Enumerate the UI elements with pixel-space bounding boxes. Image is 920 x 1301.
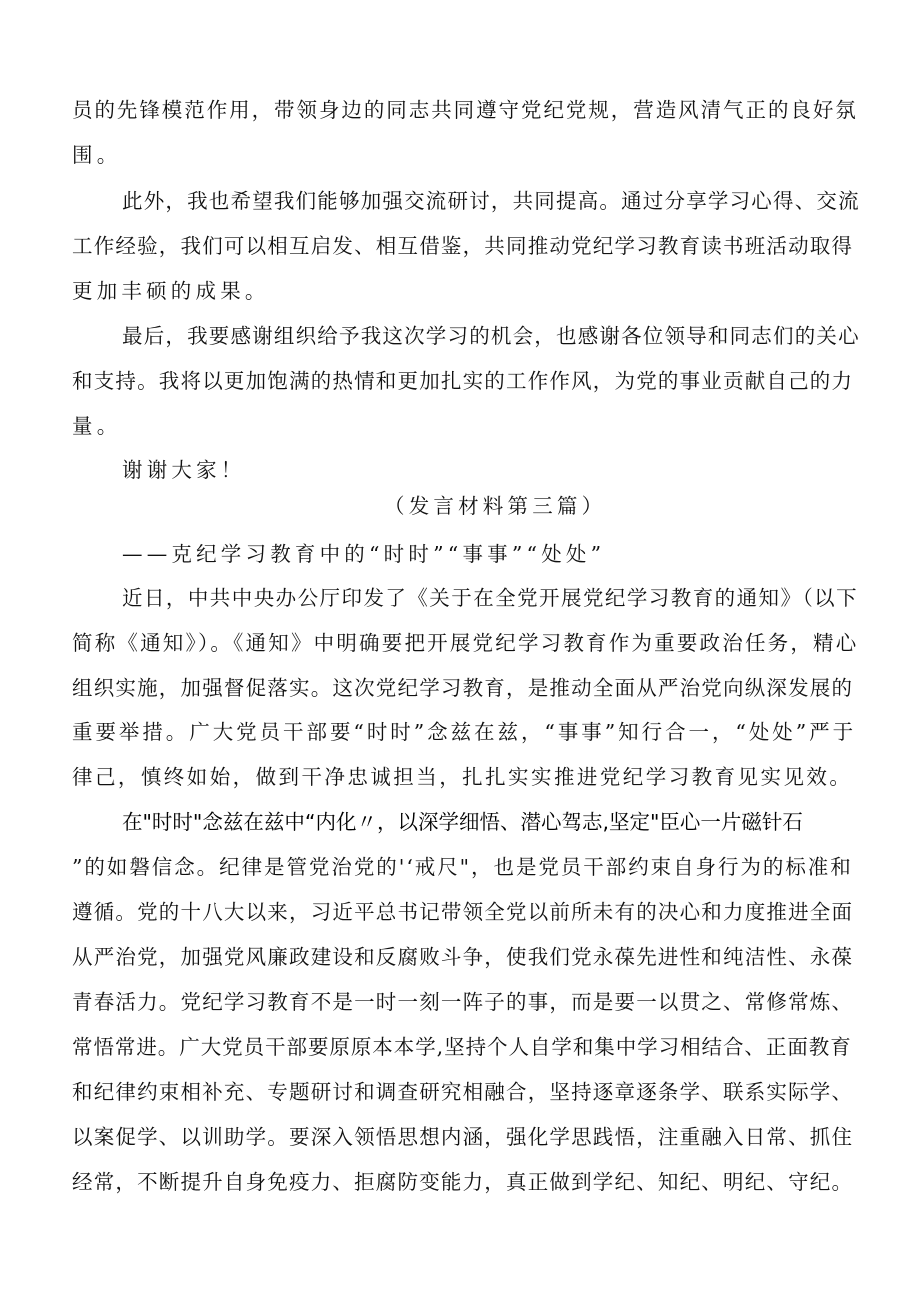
text-line: 此外，我也希望我们能够加强交流研讨，共同提高。通过分享学习心得、交流	[122, 189, 860, 213]
text-line: 工作经验，我们可以相互启发、相互借鉴，共同推动党纪学习教育读书班活动取得	[72, 234, 854, 258]
text-line: 律己，慎终如始，做到干净忠诚担当，扎扎实实推进党纪学习教育见实见效。	[72, 765, 853, 789]
text-line: 更加丰硕的成果。	[72, 279, 270, 303]
text-line: 遵循。党的十八大以来，习近平总书记带领全党以前所未有的决心和力度推进全面	[72, 900, 854, 924]
text-line: 重要举措。广大党员干部要“时时”念兹在兹，“事事”知行合一，“处处”严于	[72, 720, 857, 744]
text-line: 组织实施，加强督促落实。这次党纪学习教育，是推动全面从严治党向纵深发展的	[72, 676, 854, 700]
text-line: 常悟常进。广大党员干部要原原本本学,坚持个人自学和集中学习相结合、正面教育	[72, 1035, 852, 1059]
text-line: 经常，不断提升自身免疫力、拒腐防变能力，真正做到学纪、知纪、明纪、守纪。	[72, 1170, 854, 1194]
paragraph-heading: 在"时时"念兹在兹中“内化〃，以深学细悟、潜心驾志,坚定"臣心一片磁针石	[122, 810, 803, 834]
text-line: ”的如磐信念。纪律是管党治党的'‘戒尺"，也是党员干部约束自身行为的标准和	[72, 855, 853, 879]
text-line: 青春活力。党纪学习教育不是一时一刻一阵子的事，而是要一以贯之、常修常炼、	[72, 990, 854, 1014]
text-line: 从严治党，加强党风廉政建设和反腐败斗争，使我们党永葆先进性和纯洁性、永葆	[72, 945, 854, 969]
closing-line: 谢谢大家！	[122, 458, 246, 482]
section-title: （发言材料第三篇）	[384, 494, 607, 518]
text-line: 员的先锋模范作用，带领身边的同志共同遵守党纪党规，营造风清气正的良好氛	[72, 98, 858, 122]
text-line: 和纪律约束相补充、专题研讨和调查研究相融合，坚持逐章逐条学、联系实际学、	[72, 1080, 854, 1104]
text-line: 以案促学、以训助学。要深入领悟思想内涵，强化学思践悟，注重融入日常、抓住	[72, 1125, 854, 1149]
text-line: 量。	[72, 414, 122, 438]
subtitle: ——克纪学习教育中的“时时”“事事”“处处”	[122, 542, 606, 566]
text-line: 围。	[72, 143, 122, 167]
text-line: 和支持。我将以更加饱满的热情和更加扎实的工作作风，为党的事业贡献自己的力	[72, 369, 854, 393]
text-line: 简称《通知》）。《通知》中明确要把开展党纪学习教育作为重要政治任务，精心	[72, 631, 859, 655]
text-line: 近日，中共中央办公厅印发了《关于在全党开展党纪学习教育的通知》（以下	[122, 586, 859, 610]
text-line: 最后，我要感谢组织给予我这次学习的机会，也感谢各位领导和同志们的关心	[122, 324, 860, 348]
